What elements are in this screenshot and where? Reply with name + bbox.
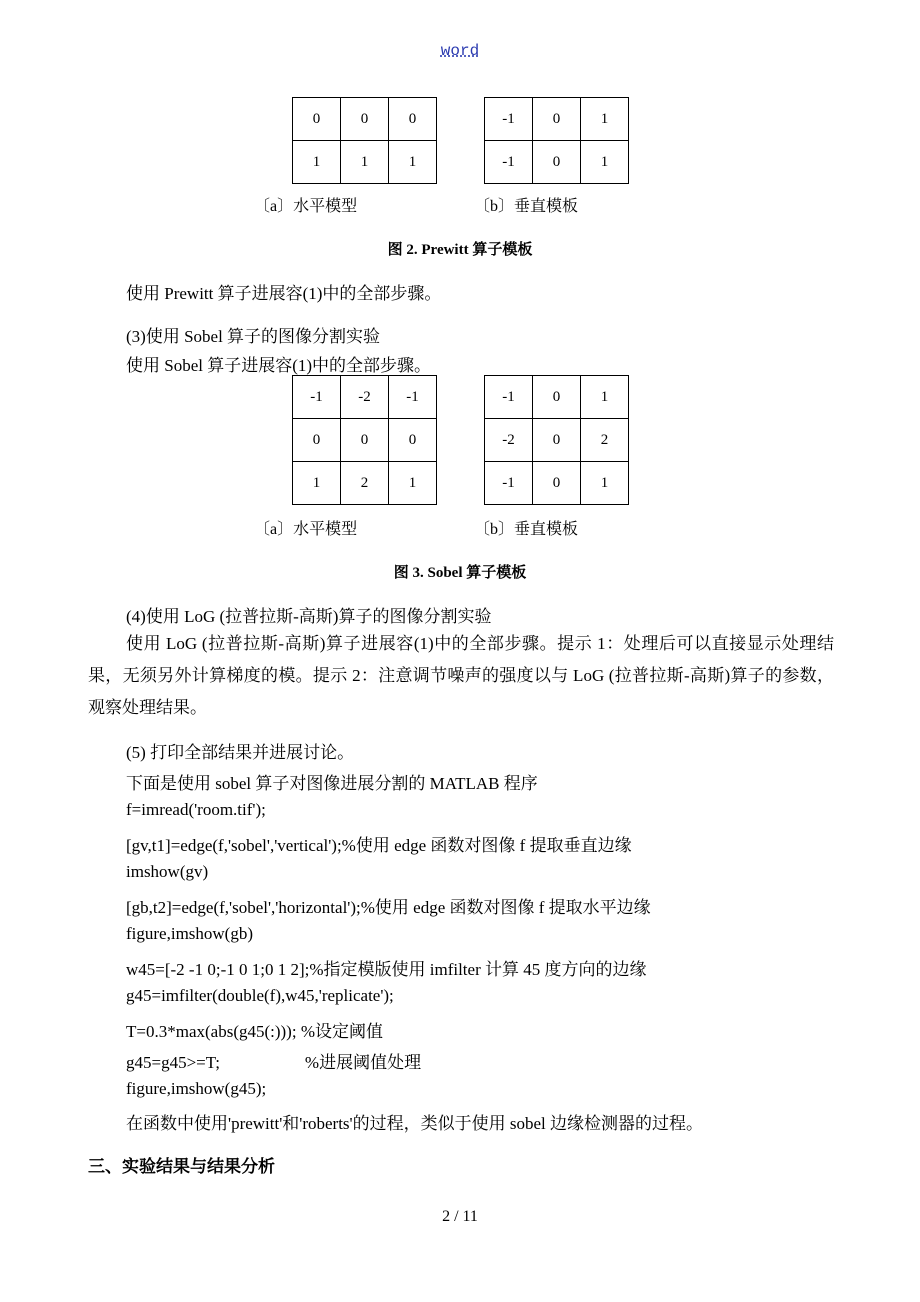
matrix-row (485, 98, 629, 141)
log-heading: (4)使用 LoG (拉普拉斯-高斯)算子的图像分割实验 (126, 607, 492, 626)
code-line: [gb,t2]=edge(f,'sobel','horizontal');%使用 edge 函数对图像 f 提取水平边缘 (126, 898, 651, 917)
sobel-horizontal-matrix (292, 375, 437, 505)
matrix-row (293, 376, 437, 419)
figure2-caption-b: 〔b〕垂直模板 (474, 198, 579, 215)
figure3-caption-a: 〔a〕水平模型 (254, 521, 358, 538)
matrix-cell: -1 (485, 98, 533, 141)
matrix-cell: 1 (341, 141, 389, 184)
matrix-cell: 1 (581, 141, 629, 184)
code-line: f=imread('room.tif'); (126, 800, 266, 819)
matrix-cell: 1 (581, 376, 629, 419)
matrix-row (485, 376, 629, 419)
matrix-row (293, 419, 437, 462)
sobel-heading: (3)使用 Sobel 算子的图像分割实验 (126, 327, 381, 346)
matrix-row (293, 462, 437, 505)
matrix-cell: -2 (341, 376, 389, 419)
matrix-cell: 0 (533, 419, 581, 462)
matrix-cell: 0 (533, 98, 581, 141)
print-heading: (5) 打印全部结果并进展讨论。 (126, 743, 355, 762)
matrix-cell: 0 (293, 98, 341, 141)
matrix-cell: 2 (341, 462, 389, 505)
code-line: w45=[-2 -1 0;-1 0 1;0 1 2];%指定模版使用 imfilter 计算 45 度方向的边缘 (126, 960, 647, 979)
closing-text: 在函数中使用'prewitt'和'roberts'的过程，类似于使用 sobel 边缘检测器的过程。 (126, 1114, 703, 1133)
matrix-cell: 0 (533, 141, 581, 184)
figure2-title: 图 2. Prewitt 算子模板 (387, 242, 533, 258)
matrix-cell: 0 (341, 98, 389, 141)
matrix-cell: -2 (485, 419, 533, 462)
matrix-cell: 0 (389, 419, 437, 462)
prewitt-vertical-matrix (484, 97, 629, 184)
matrix-cell: 1 (581, 462, 629, 505)
matrix-cell: 1 (389, 141, 437, 184)
header-word-link[interactable]: word (440, 42, 480, 60)
matrix-cell: -1 (293, 376, 341, 419)
matrix-cell: 0 (533, 376, 581, 419)
sobel-vertical-matrix (484, 375, 629, 505)
log-body: 使用 LoG (拉普拉斯-高斯)算子进展容(1)中的全部步骤。提示 1：处理后可以直接显示处理结果，无须另外计算梯度的模。提示 2：注意调节噪声的强度以与 LoG (拉普拉斯-高斯)算子的参数，观察处理结果。 (88, 634, 834, 717)
code-line: g45=imfilter(double(f),w45,'replicate'); (126, 986, 394, 1005)
matrix-cell: -1 (389, 376, 437, 419)
matrix-cell: 0 (389, 98, 437, 141)
sobel-use-text: 使用 Sobel 算子进展容(1)中的全部步骤。 (126, 356, 432, 375)
figure3-caption-b: 〔b〕垂直模板 (474, 521, 579, 538)
matrix-row (485, 419, 629, 462)
matrix-cell: 1 (293, 141, 341, 184)
matrix-cell: 0 (533, 462, 581, 505)
code-line: figure,imshow(g45); (126, 1079, 267, 1098)
prewitt-use-text: 使用 Prewitt 算子进展容(1)中的全部步骤。 (126, 284, 442, 303)
code-line: figure,imshow(gb) (126, 924, 254, 943)
code-line: T=0.3*max(abs(g45(:))); %设定阈值 (126, 1022, 383, 1041)
matrix-cell: 1 (389, 462, 437, 505)
matrix-row (293, 141, 437, 184)
matrix-cell: 0 (293, 419, 341, 462)
matrix-cell: -1 (485, 376, 533, 419)
matrix-cell: 2 (581, 419, 629, 462)
page-number: 2 / 11 (442, 1208, 478, 1225)
code-line: imshow(gv) (126, 862, 209, 881)
matrix-cell: 0 (341, 419, 389, 462)
prewitt-horizontal-matrix (292, 97, 437, 184)
matrix-cell: -1 (485, 462, 533, 505)
matlab-intro: 下面是使用 sobel 算子对图像进展分割的 MATLAB 程序 (126, 774, 538, 793)
code-line: g45=g45>=T; %进展阈值处理 (126, 1053, 422, 1072)
matrix-cell: 1 (581, 98, 629, 141)
section-3-heading: 三、实验结果与结果分析 (88, 1157, 275, 1176)
matrix-cell: -1 (485, 141, 533, 184)
matrix-row (293, 98, 437, 141)
matrix-cell: 1 (293, 462, 341, 505)
matrix-row (485, 141, 629, 184)
figure3-title: 图 3. Sobel 算子模板 (393, 565, 527, 581)
code-line: [gv,t1]=edge(f,'sobel','vertical');%使用 edge 函数对图像 f 提取垂直边缘 (126, 836, 632, 855)
matrix-row (485, 462, 629, 505)
figure2-caption-a: 〔a〕水平模型 (254, 198, 358, 215)
